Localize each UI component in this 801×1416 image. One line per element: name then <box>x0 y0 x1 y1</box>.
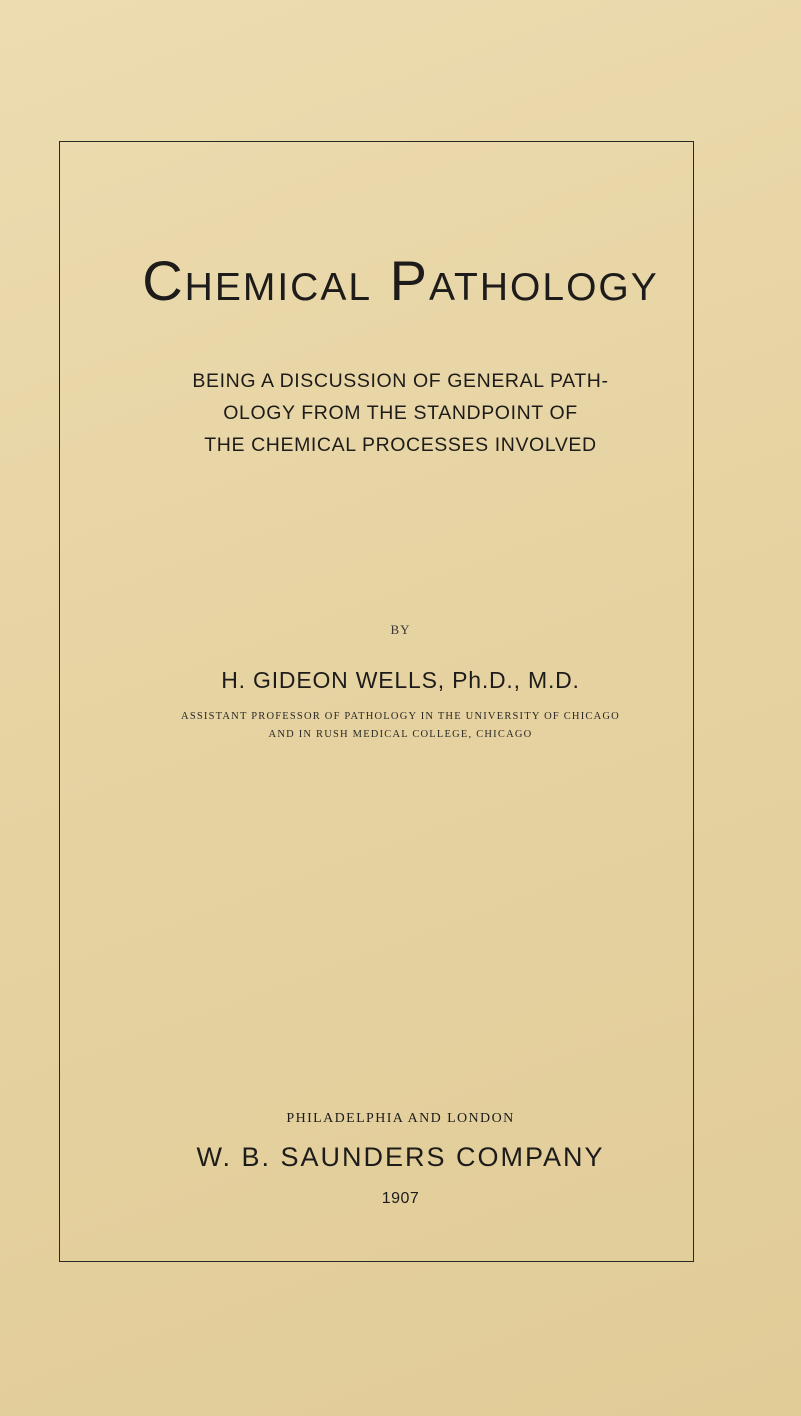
author-name: H. GIDEON WELLS, Ph.D., M.D. <box>221 667 580 693</box>
by-label: BY <box>390 622 411 637</box>
subtitle-line-1: BEING A DISCUSSION OF GENERAL PATH- <box>192 370 609 392</box>
affiliation-line-1: ASSISTANT PROFESSOR OF PATHOLOGY IN THE UNIVERSITY OF CHICAGO <box>181 711 620 722</box>
book-subtitle <box>0 365 801 461</box>
subtitle-line-2: OLOGY FROM THE STANDPOINT OF <box>223 402 578 424</box>
publication-year: 1907 <box>381 1190 420 1207</box>
affiliation-line-2: AND IN RUSH MEDICAL COLLEGE, CHICAGO <box>268 729 533 740</box>
author-affiliation <box>0 708 801 744</box>
book-title: Chemical Pathology <box>142 249 659 312</box>
imprint-place: PHILADELPHIA AND LONDON <box>286 1111 515 1126</box>
publisher-name: W. B. SAUNDERS COMPANY <box>196 1142 605 1172</box>
subtitle-line-3: THE CHEMICAL PROCESSES INVOLVED <box>204 434 597 456</box>
